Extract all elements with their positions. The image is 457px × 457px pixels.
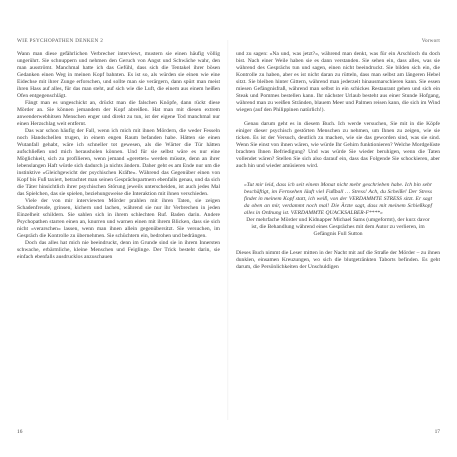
quotation-text: »Tut mir leid, dass ich seit einem Monat nicht mehr geschrieben habe. Ich bin sehr beschäftigt, im Fernsehen läuft viel Fußball … Stress! Ach, du Scheiße! Der Stress findet in meinem Kopf statt, ich weiß, von der VERDAMMTE STRESS sitzt. Er sagt da oben an mir, verdammt noch mal! Die Ärzte sagt, dass mit meinem Schießkopf alles in Ordnung ist. VERDAMMTE QUACKSALBER-F****«	[244, 182, 432, 217]
left-paragraph-4: Viele der von mir interviewten Mörder prahlen mit ihren Taten, sie zeigen Schadenfreude, grinsen, kichern und lachen, während sie nur ihr Verbrechen in jeden Einzelheit schildern. Sie sahlen sich in ihrem schlechten Ruf. Baden darin. Andere Psychopathen starren einen an, knurren und warnen einen mit ihrem Blicken, dass sie sich nicht »verarschen« lassen, wenn man ihnen allein gegenübersitzt. Sie versuchen, im Gespräch die Kontrolle zu übernehmen. Sie schüchtern ein, bedrohen und bedrängen.	[17, 198, 220, 240]
left-page-number: 16	[17, 429, 23, 435]
left-page	[0, 0, 228, 457]
right-paragraph-1: und zu sagen: »Na und, was jetzt?«, während man denkt, was für ein Arschloch du doch bist. Nach einer Weile haben sie es dann verstanden. Sie sehen ein, dass alles, was sie während des Gesprächs tun und sagen, einen nicht beeindruckt. Sie bilden sich ein, die Kontrolle zu haben, aber es ist nicht daran zu rütteln, dass man selbst am längeren Hebel sitzt. Sie bleiben hinter Gittern, während man jederzeit hinausmarschieren kann. Sie essen miesen Gefängnisfraß, während man selbst in ein schickes Restaurant gehen und sich ein Steak und Pommes bestellen kann. Ihr nächster Urlaub besteht aus einer Stunde Hofgang, während man zu weißen Stränden, blauem Meer und Palmen reisen kann, die sich im Wind wiegen (auf den Philippinen natürlich!).	[236, 51, 440, 114]
left-paragraph-2: Fängt man es ungeschickt an, drückt man die falschen Knöpfe, dann rückt diese Mörder an. Sie können jemandem der Kopf abreißen. Hat man mit diesen extrem anwenderwebhitsen Menschen enger und direkt zu tun, ist der eigene Tod manchmal nur einen Herzschlag weit entfernt.	[17, 100, 220, 128]
right-running-head: Vorwort	[421, 38, 440, 44]
left-paragraph-1: Wann man diese gefährlichen Verbrecher interviewt, mustern sie einen häufig völlig ungerührt. Sie schnuppern und nehmen den Geruch von Angst und Schwäche wahr, den man ausströmt. Manchmal hatte ich das Gefühl, dass sich die Tentakel ihrer bösen Gedanken einen Weg in meinen Kopf bahnten. Es ist so, als würden sie einen wie eine Eidechse mit ihrer Zunge erforschen, und sollte man sie verärgern, dann spürt man meist ihren Hass auf alles, für das man steht, auf sich wie die Luft, die einem aus einem heißen Ofen entgegenschlägt.	[17, 51, 220, 100]
quotation-attribution: Der mehrfache Mörder und Kidnapper Michael Sams (umgeformt), der kurz davor ist, die Behandlung während eines Gespräches mit dem Autor zu verlieren, im Gefängnis Full Sutton	[246, 217, 430, 238]
left-paragraph-5: Doch das alles hat mich nie beeindruckt, denn im Grunde sind sie in ihrem Innersten schwache, erbärmliche, kleine Menschen und Feiglinge. Der Trick besteht darin, sie einfach ebenfalls ausdrucklos anzuschauen	[17, 240, 220, 261]
left-text-column	[17, 51, 220, 261]
right-paragraph-2: Genau darum geht es in diesem Buch. Ich werde versuchen, Sie mit in die Köpfe einiger dieser psychisch gestörten Menschen zu nehmen, um Ihnen zu zeigen, wie sie ticken. Es ist der Versuch, deutlich zu machen, wie sie das geworden sind, was sie sind. Wenn Sie einst von ihnen wären, wie würde Ihr Gehirn funktionieren? Welche Mordgelüste brachten Ihnen Befriedigung? Und was würde Sie wieder beruhigen, wenn die Taten vollendet wären? Stellen Sie sich also darauf ein, dass das Folgende Sie schockieren, aber auch hin und wieder amüsieren wird.	[236, 121, 440, 170]
right-paragraph-3: Dieses Buch nimmt die Leser mitten in der Nacht mit auf die Straße der Mörder – zu ihnen dunklen, einsamen Kreuzungen, wo sich die blutgetränkten Taborts befinden. Es geht darum, die Persönlichkeiten der Unschuldigen	[236, 250, 440, 271]
right-page	[228, 0, 457, 457]
quotation-block	[244, 182, 432, 238]
right-page-number: 17	[434, 429, 440, 435]
left-running-head: WIE PSYCHOPATHEN DENKEN 2	[17, 38, 104, 44]
left-paragraph-3: Das war schon häufig der Fall, wenn ich mich mit ihnen Mördern, die weder Fesseln noch Handschellen trugen, in einem engen Raum befanden habe. Hätten sie einen Wutanfall gehabt, wäre ich schneller tot gewesen, als die Wärter die Tür hätten aufschließen und mich herausholen können. Und für sie selbst wäre es nur eine Möglichkeit, sich zu profilieren, wenn jemand »gerettet« werden müsste, denn an ihrer lebenslangen Haft würde sich dadurch ja nichts ändern. Daher geht es am Ende nur um die instinktive »Gleichgewicht der psychischen Kräfte«. Während das Gegenüber einen von Kopf bis Fuß taxiert, betrachtet man seinen Gesprächspartnern ebenfalls genau, und da sich die Täter hinsichtlich ihrer psychischen Störung jeweils unterscheiden, ist auch jedes Mal das Spielchen, das sie spielen, beziehungsweise die Interaktion mit ihnen verschieden.	[17, 128, 221, 198]
right-text-column	[236, 51, 440, 271]
